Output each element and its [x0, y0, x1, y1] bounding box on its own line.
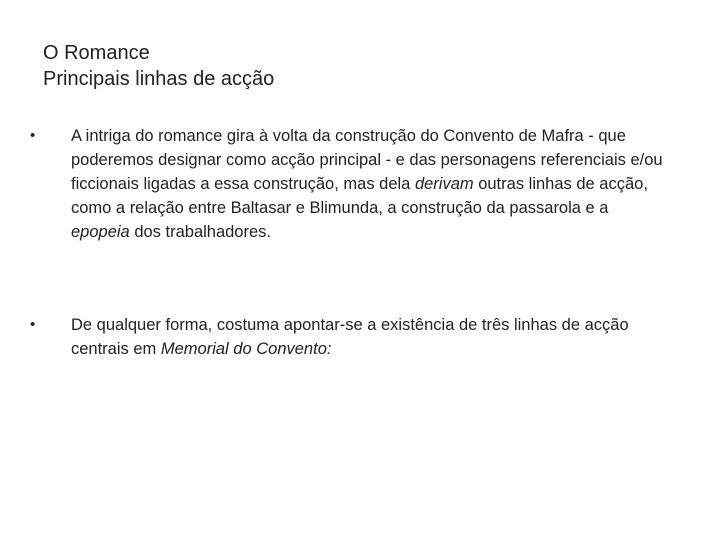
- bullet-1-text-part-1: A intriga do romance gira à volta da construção do Convento de Mafra - que poderemos designar como acção principal - e das personagens referenciais e/ou ficcionais ligadas a essa construção, mas dela: [71, 127, 663, 193]
- bullet-1-text-part-3: dos trabalhadores.: [129, 223, 271, 241]
- bullet-text-1: [71, 124, 670, 244]
- bullet-2-text-part-1: De qualquer forma, costuma apontar-se a existência de três linhas de acção centrais em: [71, 316, 629, 358]
- slide-title: [43, 40, 683, 92]
- bullet-item-2: [30, 313, 670, 361]
- bullet-text-2: [71, 313, 670, 361]
- bullet-1-text-part-2: outras linhas de acção, como a relação entre Baltasar e Blimunda, a construção da passarola e a: [71, 175, 648, 217]
- bullet-1-emphasis-derivam: derivam: [414, 175, 474, 193]
- title-line-2: Principais linhas de acção: [43, 68, 275, 90]
- bullet-2-emphasis-title: Memorial do Convento:: [160, 340, 332, 358]
- bullet-item-1: [30, 124, 670, 244]
- bullet-1-emphasis-epopeia: epopeia: [71, 223, 130, 241]
- bullet-marker: •: [30, 127, 36, 144]
- bullet-marker: •: [30, 316, 36, 333]
- title-line-1: O Romance: [43, 42, 150, 64]
